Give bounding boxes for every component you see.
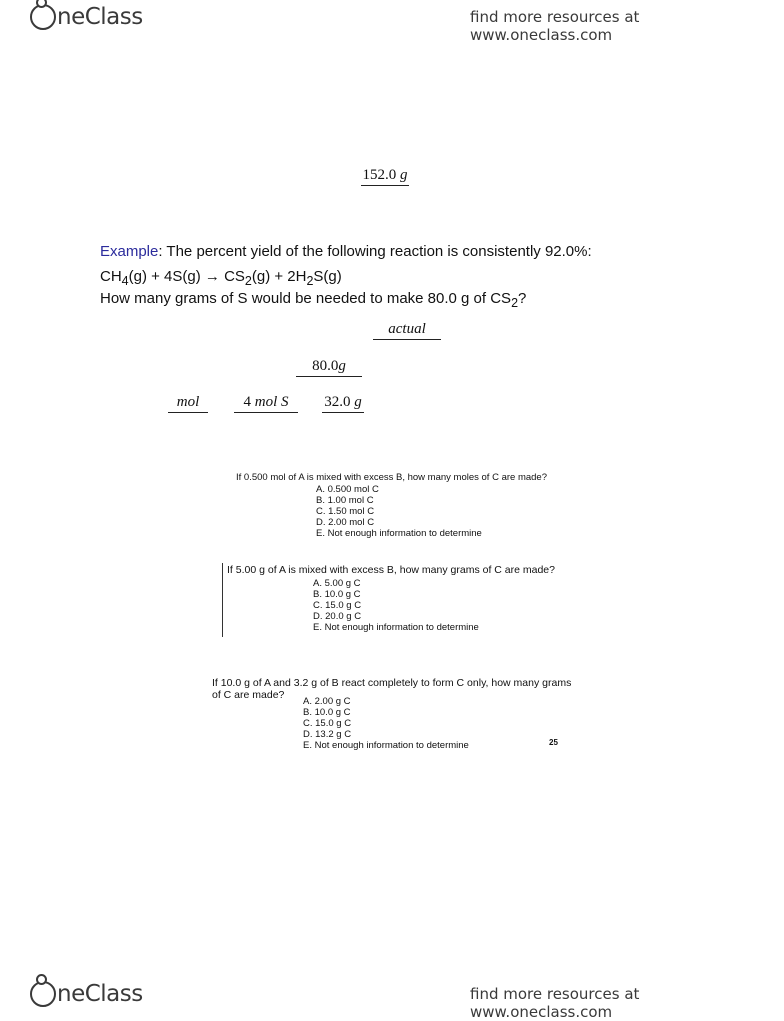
option-a: A. 2.00 g C [303,696,351,707]
top-mass-value: 152.0 [362,167,397,183]
mol-label: mol [168,394,208,413]
question-1-options [316,484,482,539]
reaction-part: S(g) [313,268,342,285]
question-3-prompt-line2: of C are made? [212,689,285,701]
mass-32-value: 32.0 [324,394,351,410]
reaction-equation [100,268,342,288]
footer-tagline[interactable]: find more resources at www.oneclass.com [470,985,640,1021]
mol-s-unit: mol S [254,394,289,410]
question-text: How many grams of S would be needed to make 80.0 g of CS [100,290,512,307]
option-d: D. 13.2 g C [303,729,352,740]
option-e: E. Not enough information to determine [303,740,469,751]
actual-label: actual [373,321,441,340]
option-d: D. 20.0 g C [313,611,362,622]
four-mol-s-fraction [234,394,298,413]
question-2-options [313,578,479,633]
option-e: E. Not enough information to determine [316,528,482,539]
question-end: ? [518,290,527,307]
option-c: C. 15.0 g C [313,600,362,611]
reaction-part: (g) + 4S(g) → CS [128,268,245,285]
option-b: B. 1.00 mol C [316,495,374,506]
oneclass-logo-icon [30,4,56,30]
option-b: B. 10.0 g C [303,707,351,718]
option-a: A. 5.00 g C [313,578,361,589]
question-3-prompt-line1: If 10.0 g of A and 3.2 g of B react completely to form C only, how many grams [212,677,572,689]
header-logo-text: neClass [57,4,143,30]
mass-32-unit: g [354,394,362,410]
mass-80-value: 80.0 [312,358,339,374]
mass-80-unit: g [338,358,346,374]
reaction-part: CH [100,268,122,285]
four-value: 4 [243,394,251,410]
oneclass-logo-icon [30,981,56,1007]
reaction-subscript: 2 [244,274,252,288]
option-e: E. Not enough information to determine [313,622,479,633]
example-statement [100,243,660,260]
reaction-subscript: 4 [121,274,129,288]
option-d: D. 2.00 mol C [316,517,375,528]
example-text: : The percent yield of the following reaction is consistently 92.0%: [158,243,592,260]
mass-80-fraction [296,358,362,377]
header-tagline[interactable]: find more resources at www.oneclass.com [470,8,640,44]
page-number: 25 [549,738,558,747]
question-2-side-rule [222,563,223,637]
option-c: C. 1.50 mol C [316,506,375,517]
header-logo[interactable] [30,4,143,30]
reaction-subscript: 2 [306,274,314,288]
question-2-prompt: If 5.00 g of A is mixed with excess B, how many grams of C are made? [227,564,555,576]
footer-logo[interactable] [30,981,143,1007]
option-c: C. 15.0 g C [303,718,352,729]
option-a: A. 0.500 mol C [316,484,379,495]
reaction-part: (g) + 2H [251,268,307,285]
question-subscript: 2 [511,296,519,310]
footer-logo-text: neClass [57,981,143,1007]
option-b: B. 10.0 g C [313,589,361,600]
question-1-prompt: If 0.500 mol of A is mixed with excess B, how many moles of C are made? [236,472,547,483]
question-3-options [303,696,469,751]
example-question [100,290,526,310]
mass-32-fraction [322,394,364,413]
top-mass-unit: g [400,167,408,183]
top-mass-fraction [361,167,409,186]
example-label: Example [100,243,159,260]
